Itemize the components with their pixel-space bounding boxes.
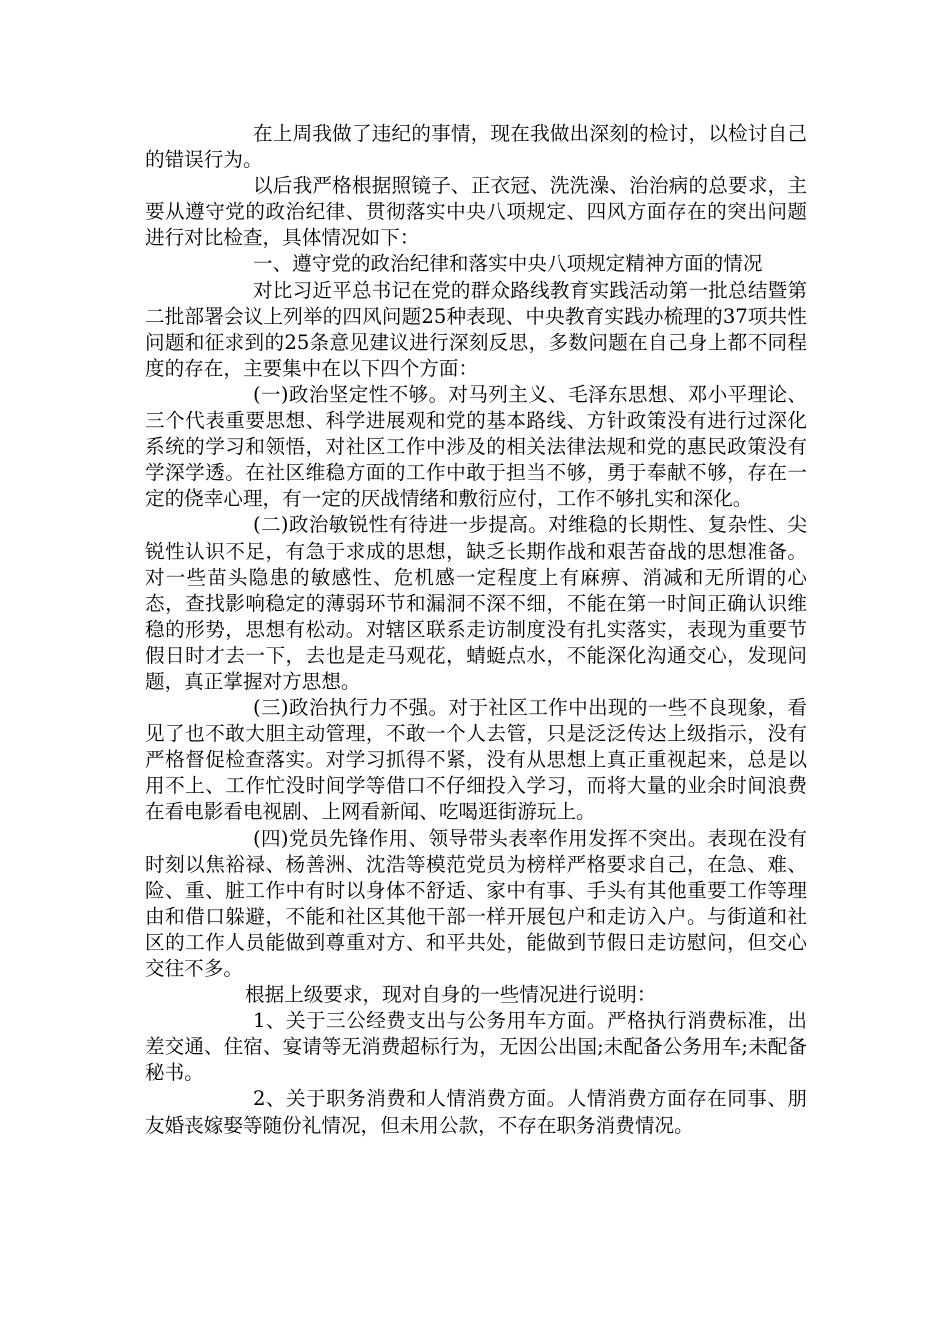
paragraph-item-1: 1、关于三公经费支出与公务用车方面。严格执行消费标准，出差交通、住宿、宴请等无消费超标行为，无因公出国;未配备公务用车;未配备秘书。 (145, 1009, 807, 1085)
paragraph-item-2: 2、关于职务消费和人情消费方面。人情消费方面存在同事、朋友婚丧嫁娶等随份礼情况，但未用公款，不存在职务消费情况。 (145, 1087, 807, 1137)
section-heading-1: 一、遵守党的政治纪律和落实中央八项规定精神方面的情况 (253, 252, 763, 276)
paragraph-opening: 在上周我做了违纪的事情，现在我做出深刻的检讨，以检讨自己的错误行为。 (145, 122, 807, 172)
paragraph-point-4: (四)党员先锋作用、领导带头表率作用发挥不突出。表现在没有时刻以焦裕禄、杨善洲、沈浩等模范党员为榜样严格要求自己，在急、难、险、重、脏工作中有时以身体不舒适、家中有事、手头有其他重要工作等理由和借口躲避，不能和社区其他干部一样开展包户和走访入户。与街道和社区的工作人员能做到尊重对方、和平共处，能做到节假日走访慰问，但交心交往不多。 (145, 826, 807, 980)
paragraph-requirements: 以后我严格根据照镜子、正衣冠、洗洗澡、治治病的总要求，主要从遵守党的政治纪律、贯彻落实中央八项规定、四风方面存在的突出问题进行对比检查，具体情况如下： (145, 174, 807, 250)
paragraph-point-3: (三)政治执行力不强。对于社区工作中出现的一些不良现象，看见了也不敢大胆主动管理，不敢一个人去管，只是泛泛传达上级指示，没有严格督促检查落实。对学习抓得不紧，没有从思想上真正重视起来，总是以用不上、工作忙没时间学等借口不仔细投入学习，而将大量的业余时间浪费在看电影看电视剧、上网看新闻、吃喝逛街游玩上。 (145, 696, 807, 824)
document-body (145, 121, 807, 1139)
paragraph-explanation-intro: 根据上级要求，现对自身的一些情况进行说明： (245, 983, 657, 1007)
paragraph-reflection: 对比习近平总书记在党的群众路线教育实践活动第一批总结暨第二批部署会议上列举的四风问题25种表现、中央教育实践办梳理的37项共性问题和征求到的25条意见建议进行深刻反思，多数问题在自己身上都不同程度的存在，主要集中在以下四个方面： (145, 278, 807, 380)
paragraph-point-1: (一)政治坚定性不够。对马列主义、毛泽东思想、邓小平理论、三个代表重要思想、科学进展观和党的基本路线、方针政策没有进行过深化系统的学习和领悟，对社区工作中涉及的相关法律法规和党的惠民政策没有学深学透。在社区维稳方面的工作中敢于担当不够，勇于奉献不够，存在一定的侥幸心理，有一定的厌战情绪和敷衍应付，工作不够扎实和深化。 (145, 382, 807, 511)
paragraph-point-2: (二)政治敏锐性有待进一步提高。对维稳的长期性、复杂性、尖锐性认识不足，有急于求成的思想，缺乏长期作战和艰苦奋战的思想准备。对一些苗头隐患的敏感性、危机感一定程度上有麻痹、消减和无所谓的心态，查找影响稳定的薄弱环节和漏洞不深不细，不能在第一时间正确认识维稳的形势，思想有松动。对辖区联系走访制度没有扎实落实，表现为重要节假日时才去一下，去也是走马观花，蜻蜓点水，不能深化沟通交心，发现问题，真正掌握对方思想。 (145, 513, 807, 693)
